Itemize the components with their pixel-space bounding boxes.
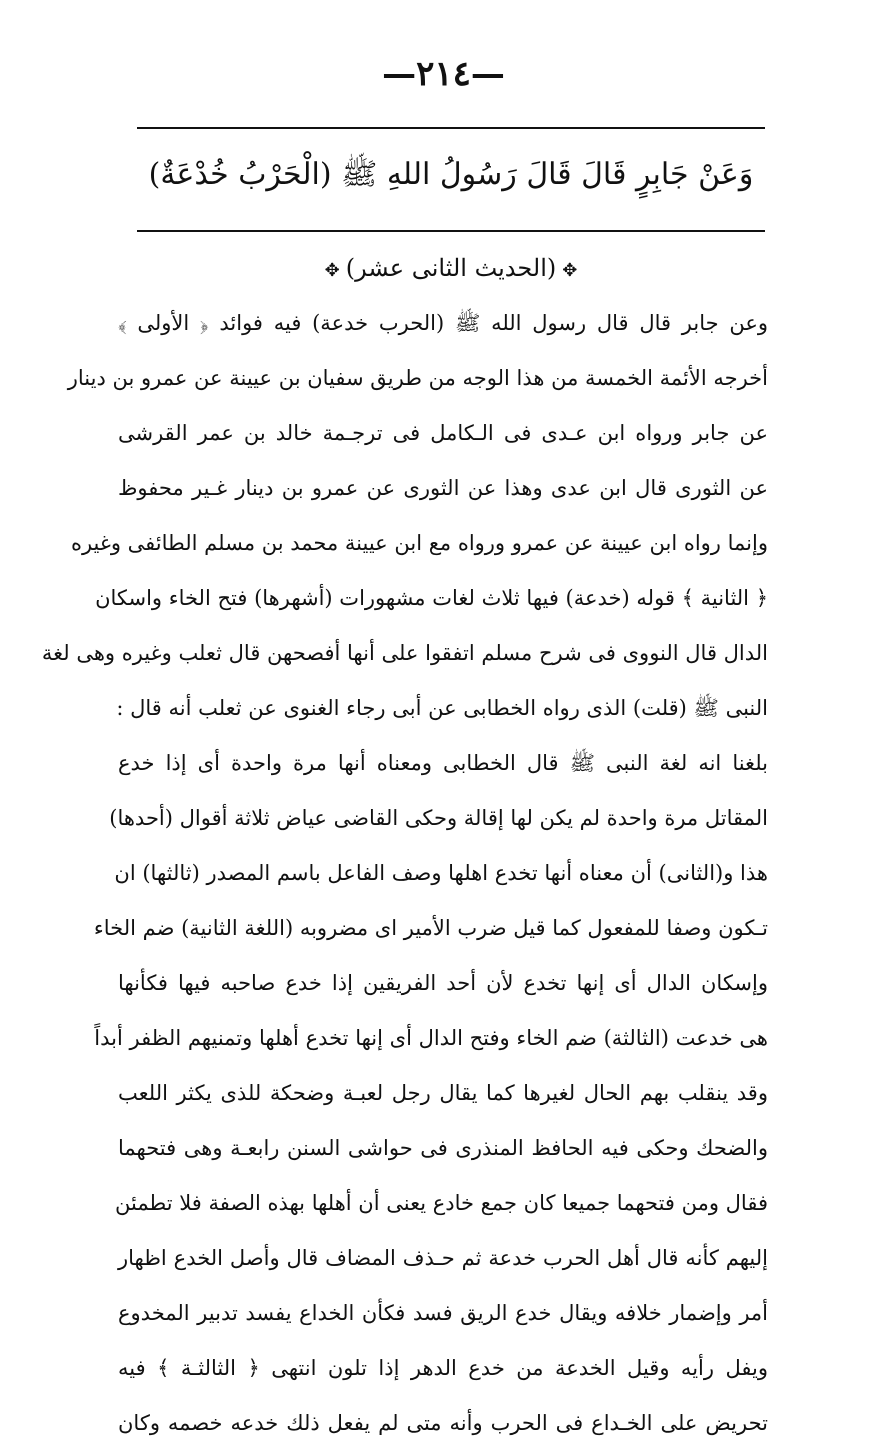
page-number: —٢١٤— xyxy=(382,54,505,94)
text-line: وإنما رواه ابن عيينة عن عمرو ورواه مع ابن عيينة محمد بن مسلم الطائفى وغيره xyxy=(70,531,768,555)
text-line: أخرجه الأئمة الخمسة من هذا الوجه من طريق سفيان بن عيينة عن عمرو بن دينار xyxy=(67,366,768,390)
text-line: إليهم كأنه قال أهل الحرب خدعة ثم حـذف المضاف قال وأصل الخدع اظهار xyxy=(118,1246,768,1270)
left-ornament-icon: ✥ xyxy=(324,260,340,281)
text-line: تـكون وصفا للمفعول كما قيل ضرب الأمير اى مضروبه (اللغة الثانية) ضم الخاء xyxy=(93,916,768,940)
text-line: عن جابر ورواه ابن عـدى فى الـكامل فى ترجـمة خالد بن عمر القرشى xyxy=(118,421,768,445)
text-line: ﴿ الثانية ﴾ قوله (خدعة) فيها ثلاث لغات مشهورات (أشهرها) فتح الخاء واسكان xyxy=(95,586,768,610)
text-line: والضحك وحكى فيه الحافظ المنذرى فى حواشى السنن رابعـة وهى فتحهما xyxy=(118,1136,768,1160)
top-divider xyxy=(137,127,765,129)
text-line: النبى ﷺ (قلت) الذى رواه الخطابى عن أبى رجاء الغنوى عن ثعلب أنه قال : xyxy=(116,696,768,720)
text-line: بلغنا انه لغة النبى ﷺ قال الخطابى ومعناه أنها مرة واحدة أى إذا خدع xyxy=(118,751,768,775)
section-title xyxy=(137,248,765,291)
text-line: هى خدعت (الثالثة) ضم الخاء وفتح الدال أى إنها تخدع أهلها وتمنيهم الظفر أبداً xyxy=(94,1026,768,1050)
text-line: هذا و(الثانى) أن معناه أنها تخدع اهلها وصف الفاعل باسم المصدر (ثالثها) ان xyxy=(114,861,768,885)
text-line: ويفل رأيه وقيل الخدعة من خدع الدهر إذا تلون انتهى ﴿ الثالثـة ﴾ فيه xyxy=(118,1356,768,1380)
text-line: عن الثورى قال ابن عدى وهذا عن الثورى عن عمرو بن دينار غـير محفوظ xyxy=(118,476,768,500)
bottom-divider xyxy=(137,230,765,232)
text-line: أمر وإضمار خلافه ويقال خدع الريق فسد فكأن الخداع يفسد تدبير المخدوع xyxy=(118,1301,768,1325)
right-ornament-icon: ✥ xyxy=(562,260,578,281)
text-line: فقال ومن فتحهما جميعا كان جمع خادع يعنى أن أهلها بهذه الصفة فلا تطمئن xyxy=(115,1191,768,1215)
text-line: وإسكان الدال أى إنها تخدع لأن أحد الفريقين إذا خدع صاحبه فيها فكأنها xyxy=(118,971,768,995)
main-hadith-heading: وَعَنْ جَابِرٍ قَالَ قَالَ رَسُولُ اللهِ ﷺ (الْحَرْبُ خُدْعَةٌ) xyxy=(148,157,754,192)
text-line: المقاتل مرة واحدة لم يكن لها إقالة وحكى القاضى عياض ثلاثة أقوال (أحدها) xyxy=(109,806,768,830)
text-line: الدال قال النووى فى شرح مسلم اتفقوا على أنها أفصحهن قال ثعلب وغيره وهى لغة xyxy=(41,641,768,665)
text-line: وقد ينقلب بهم الحال لغيرها كما يقال رجل لعبـة وضحكة للذى يكثر اللعب xyxy=(118,1081,768,1105)
body-text xyxy=(41,296,768,1451)
text-line: تحريض على الخـداع فى الحرب وأنه متى لم يفعل ذلك خدعه خصمه وكان xyxy=(118,1411,768,1435)
text-line: وعن جابر قال قال رسول الله ﷺ (الحرب خدعة) فيه فوائد ﴿ الأولى ﴾ xyxy=(118,311,768,335)
section-title-text: (الحديث الثانى عشر) xyxy=(345,254,557,282)
